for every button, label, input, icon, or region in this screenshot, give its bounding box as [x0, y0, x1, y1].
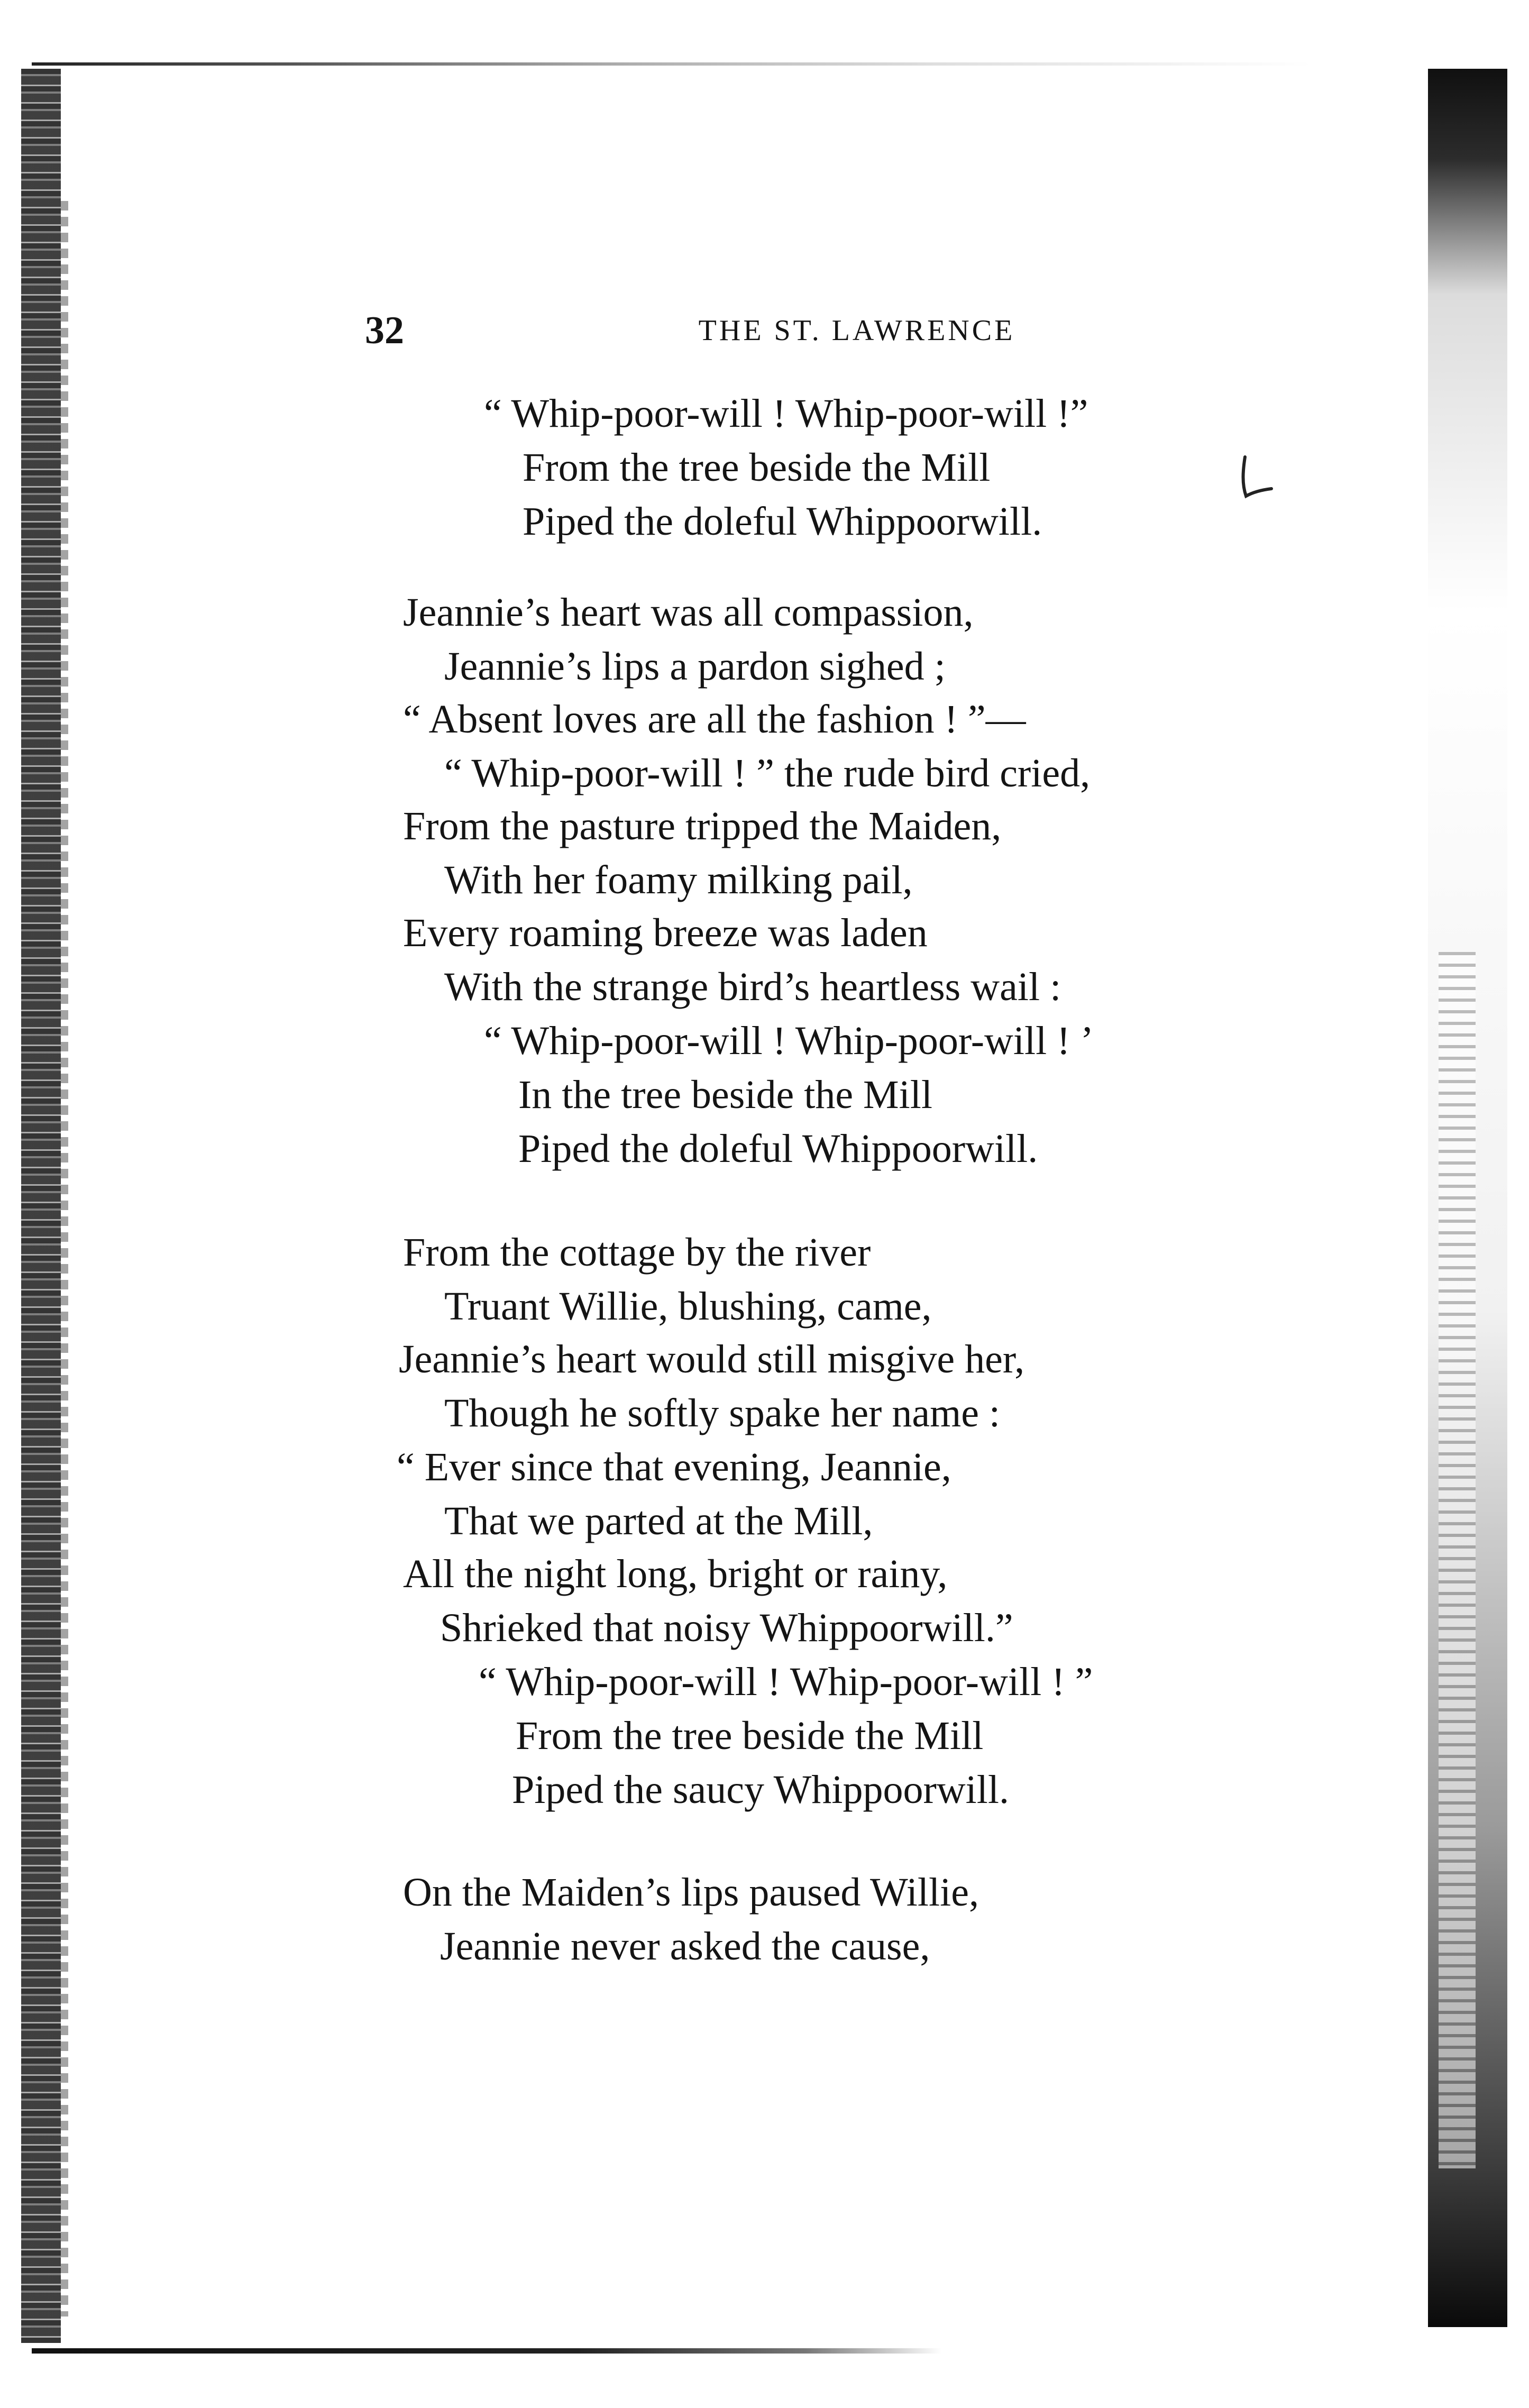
poem-line: From the tree beside the Mill: [516, 1714, 984, 1758]
pencil-mark-icon: [1238, 455, 1275, 502]
poem-line: Jeannie never asked the cause,: [440, 1924, 930, 1968]
poem-line: From the tree beside the Mill: [523, 445, 991, 490]
poem-line: “ Whip-poor-will ! ” the rude bird cried,: [444, 751, 1091, 795]
poem-line: With her foamy milking pail,: [444, 858, 913, 902]
poem-line: Piped the doleful Whippoorwill.: [518, 1127, 1038, 1171]
poem-line: Truant Willie, blushing, came,: [444, 1284, 932, 1329]
poem-line: From the cottage by the river: [403, 1230, 871, 1275]
poem-line: Jeannie’s heart was all compassion,: [403, 590, 974, 635]
poem-line: In the tree beside the Mill: [518, 1073, 932, 1117]
page-right-edge-marks: [1439, 952, 1476, 2168]
poem-line: Shrieked that noisy Whippoorwill.”: [440, 1606, 1013, 1650]
poem-line: From the pasture tripped the Maiden,: [403, 804, 1002, 848]
poem-line: Jeannie’s heart would still misgive her,: [399, 1337, 1025, 1381]
poem-line: On the Maiden’s lips paused Willie,: [403, 1870, 979, 1915]
poem-line: “ Whip-poor-will ! Whip-poor-will ! ”: [479, 1660, 1093, 1704]
poem-line: All the night long, bright or rainy,: [403, 1552, 948, 1596]
poem-line: “ Ever since that evening, Jeannie,: [397, 1445, 951, 1489]
page-bottom-edge: [32, 2348, 941, 2354]
poem-line: Every roaming breeze was laden: [403, 911, 928, 955]
page-header: [365, 304, 1052, 362]
poem-line: “ Absent loves are all the fashion ! ”—: [403, 697, 1026, 741]
poem-line: “ Whip-poor-will ! Whip-poor-will !”: [484, 391, 1088, 436]
page-number: 32: [365, 309, 404, 352]
page-top-edge: [32, 62, 1312, 66]
poem-line: Piped the saucy Whippoorwill.: [512, 1768, 1010, 1812]
poem-line: Piped the doleful Whippoorwill.: [523, 499, 1042, 544]
poem-line: “ Whip-poor-will ! Whip-poor-will ! ’: [484, 1019, 1094, 1063]
running-head: THE ST. LAWRENCE: [698, 314, 1015, 347]
binding-edge-marks: [61, 201, 68, 2317]
poem-line: Though he softly spake her name :: [444, 1391, 1001, 1435]
poem-line: Jeannie’s lips a pardon sighed ;: [444, 644, 946, 689]
poem-line: With the strange bird’s heartless wail :: [444, 965, 1061, 1009]
poem-line: That we parted at the Mill,: [444, 1499, 873, 1543]
binding-shadow: [21, 69, 61, 2343]
